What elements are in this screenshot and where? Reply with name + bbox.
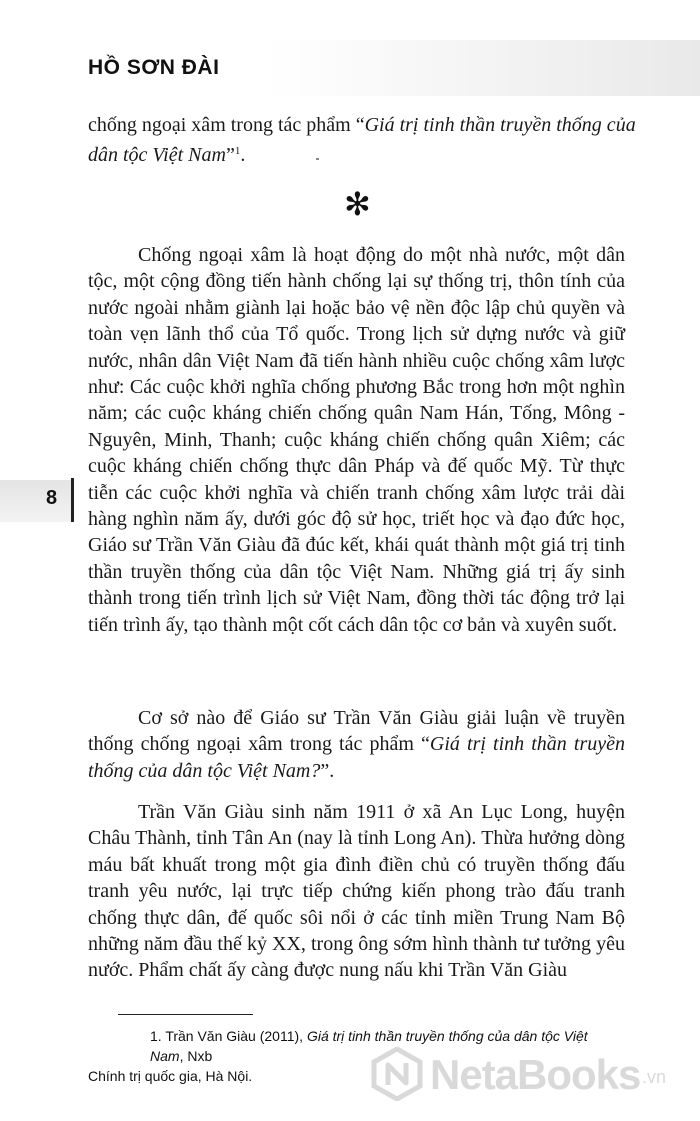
paragraph-2: Cơ sở nào để Giáo sư Trần Văn Giàu giải luận về truyền thống chống ngoại xâm trong tác phẩm “Giá trị tinh thần truyền thống của dân tộc Việt Nam?”. xyxy=(88,707,625,782)
paragraph-2-book-title: Giá trị tinh thần truyền thống của dân tộc Việt Nam? xyxy=(88,733,625,782)
footnote-line-1: 1. Trần Văn Giàu (2011), Giá trị tinh thần truyền thống của dân tộc Việt Nam, Nxb xyxy=(150,1028,588,1064)
footnote-rule xyxy=(118,1014,253,1015)
intro-book-title-part1: Giá trị tinh thần truyền thống của xyxy=(364,114,636,136)
stray-mark xyxy=(316,158,319,160)
running-header-author: HỒ SƠN ĐÀI xyxy=(88,56,220,79)
intro-line-2: dân tộc Việt Nam”$^1$. xyxy=(88,144,246,166)
page-number: 8 xyxy=(46,487,58,509)
page-number-divider xyxy=(71,478,74,522)
footnote-line-2: Chính trị quốc gia, Hà Nội. xyxy=(88,1068,253,1084)
footnote xyxy=(88,1026,608,1086)
section-separator-icon: ✻ xyxy=(344,185,371,223)
paragraph-1: Chống ngoại xâm là hoạt động do một nhà nước, một dân tộc, một cộng đồng tiến hành chống lại sự thống trị, thôn tính của nước ngoài nhằm giành lại hoặc bảo vệ nền độc lập chủ quyền và toàn vẹn lãnh thổ của Tổ quốc. Trong lịch sử dựng nước và giữ nước, nhân dân Việt Nam đã tiến hành nhiều cuộc chống xâm lược như: Các cuộc khởi nghĩa chống phương Bắc trong hơn một nghìn năm; các cuộc kháng chiến chống quân Nam Hán, Tống, Mông - Nguyên, Minh, Thanh; cuộc kháng chiến chống quân Xiêm; các cuộc kháng chiến chống thực dân Pháp và đế quốc Mỹ. Từ thực tiễn các cuộc khởi nghĩa và chiến tranh chống xâm lược trải dài hàng nghìn năm ấy, dưới góc độ sử học, triết học và đạo đức học, Giáo sư Trần Văn Giàu đã đúc kết, khái quát thành một giá trị tinh thần truyền thống của dân tộc Việt Nam. Những giá trị ấy sinh thành trong tiến trình lịch sử Việt Nam, đồng thời tác động trở lại tiến trình ấy, tạo thành một cốt cách dân tộc cơ bản và xuyên suốt. xyxy=(88,244,625,636)
intro-book-title-part2: dân tộc Việt Nam xyxy=(88,144,226,166)
paragraph-3: Trần Văn Giàu sinh năm 1911 ở xã An Lục Long, huyện Châu Thành, tỉnh Tân An (nay là tỉnh Long An). Thừa hưởng dòng máu bất khuất trong một gia đình điền chủ có truyền thống đấu tranh yêu nước, lại trực tiếp chứng kiến phong trào đấu tranh chống thực dân, đế quốc sôi nổi ở các tỉnh miền Trung Nam Bộ những năm đầu thế kỷ XX, trong ông sớm hình thành tư tưởng yêu nước. Phẩm chất ấy càng được nung nấu khi Trần Văn Giàu xyxy=(88,801,625,982)
footnote-ref: 1 xyxy=(234,145,241,157)
watermark-suffix: .vn xyxy=(642,1067,667,1087)
page-number-tab xyxy=(0,480,74,522)
watermark-brand: NetaBooks xyxy=(430,1051,641,1098)
intro-line-1: chống ngoại xâm trong tác phẩm “Giá trị tinh thần truyền thống của xyxy=(88,114,636,136)
